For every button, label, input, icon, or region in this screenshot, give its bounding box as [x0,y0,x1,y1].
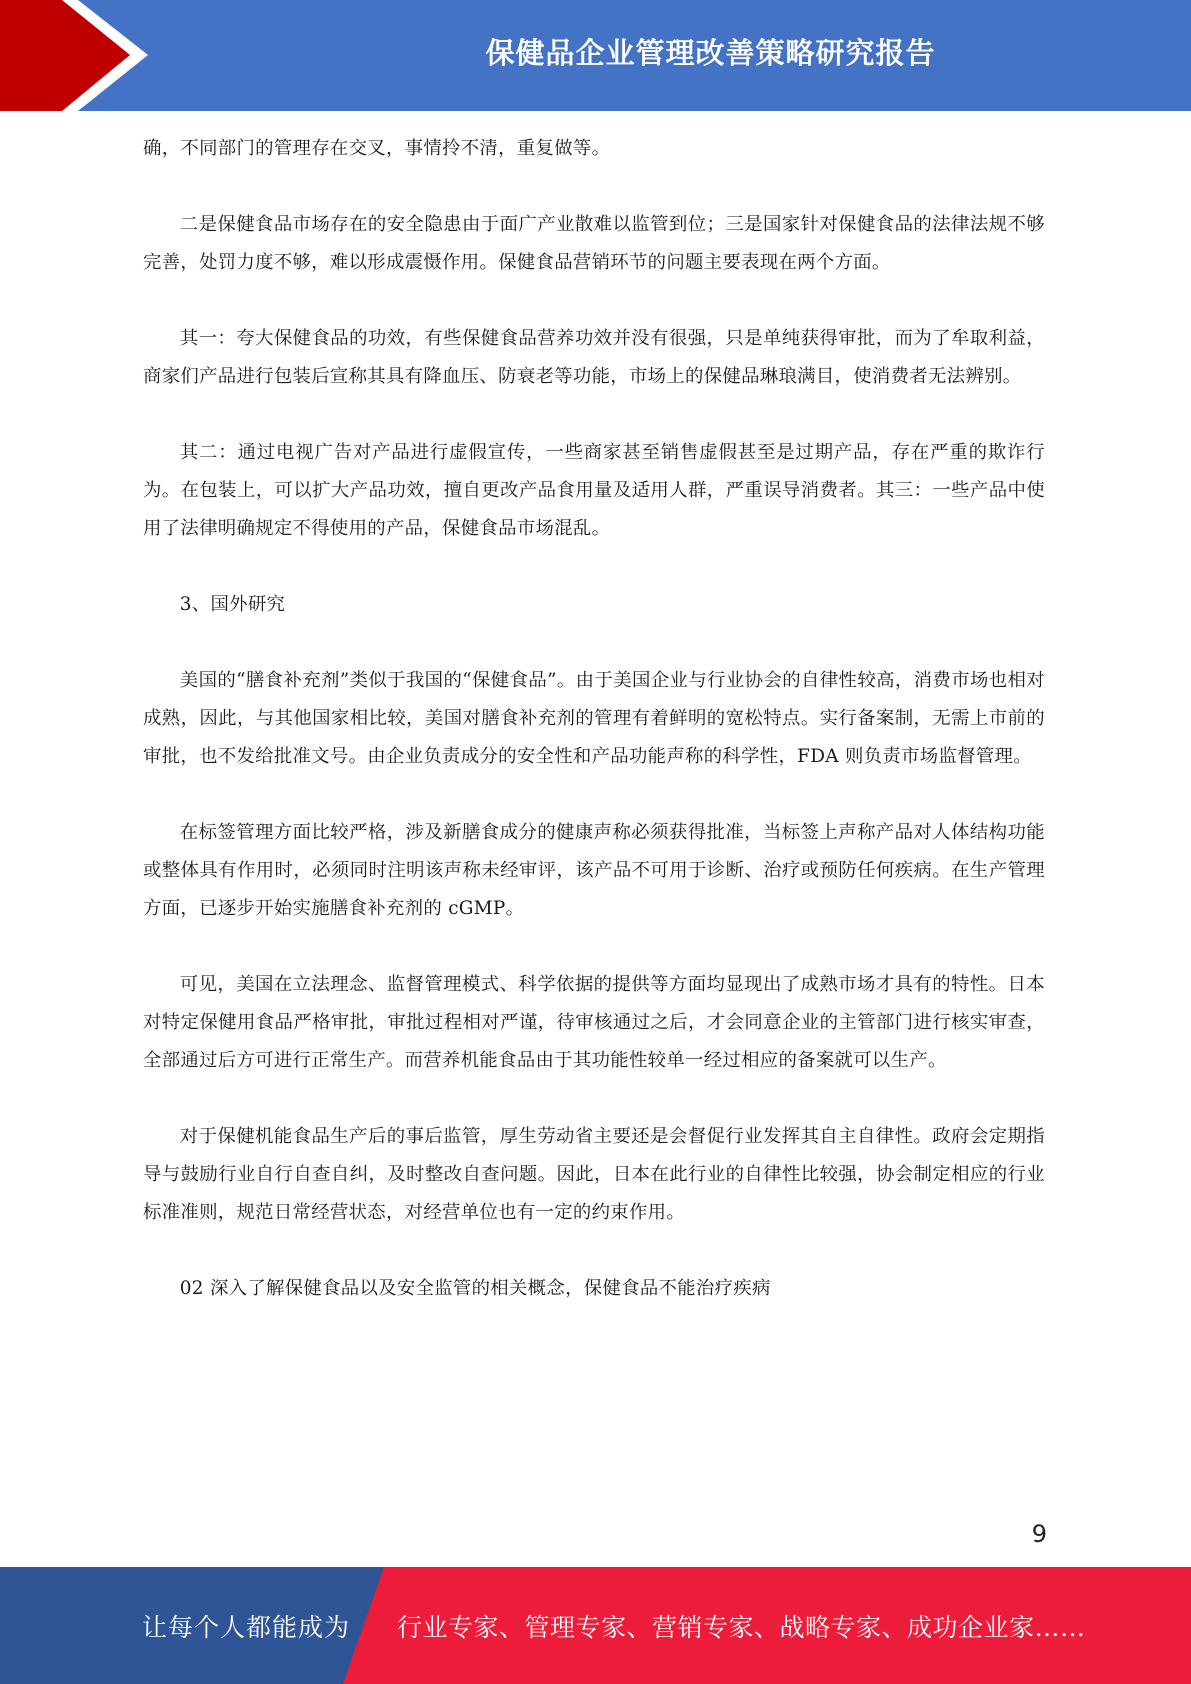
body-text [143,130,1045,1346]
paragraph-7: 可见，美国在立法理念、监督管理模式、科学依据的提供等方面均显现出了成熟市场才具有的特性。日本对特定保健用食品严格审批，审批过程相对严谨，待审核通过之后，才会同意企业的主管部门进行核实审查，全部通过后方可进行正常生产。而营养机能食品由于其功能性较单一经过相应的备案就可以生产。 [143,974,1045,1071]
paragraph-2: 其一：夸大保健食品的功效，有些保健食品营养功效并没有很强，只是单纯获得审批，而为了牟取利益，商家们产品进行包装后宣称其具有降血压、防衰老等功能，市场上的保健品琳琅满目，使消费者无法辨别。 [143,328,1045,387]
section-heading-02: 02 深入了解保健食品以及安全监管的相关概念，保健食品不能治疗疾病 [179,1278,771,1299]
page-footer [0,1567,1191,1684]
paragraph-0: 确，不同部门的管理存在交叉，事情拎不清，重复做等。 [143,138,611,159]
footer-slogan-right: 行业专家、管理专家、营销专家、战略专家、成功企业家…… [397,1612,1086,1642]
header-title: 保健品企业管理改善策略研究报告 [485,35,936,70]
paragraph-3: 其二：通过电视广告对产品进行虚假宣传，一些商家甚至销售虚假甚至是过期产品，存在严重的欺诈行为。在包装上，可以扩大产品功效，擅自更改产品食用量及适用人群，严重误导消费者。其三：一些产品中使用了法律明确规定不得使用的产品，保健食品市场混乱。 [143,442,1045,539]
page-number: 9 [1031,1520,1047,1548]
paragraph-1: 二是保健食品市场存在的安全隐患由于面广产业散难以监管到位；三是国家针对保健食品的法律法规不够完善，处罚力度不够，难以形成震慑作用。保健食品营销环节的问题主要表现在两个方面。 [143,214,1045,273]
paragraph-6: 在标签管理方面比较严格，涉及新膳食成分的健康声称必须获得批准，当标签上声称产品对人体结构功能或整体具有作用时，必须同时注明该声称未经审评，该产品不可用于诊断、治疗或预防任何疾病。在生产管理方面，已逐步开始实施膳食补充剂的 cGMP。 [143,822,1045,919]
page-header [0,0,1191,111]
section-heading-foreign-research: 3、国外研究 [179,594,286,615]
paragraph-5: 美国的“膳食补充剂”类似于我国的“保健食品”。由于美国企业与行业协会的自律性较高，消费市场也相对成熟，因此，与其他国家相比较，美国对膳食补充剂的管理有着鲜明的宽松特点。实行备案制，无需上市前的审批，也不发给批准文号。由企业负责成分的安全性和产品功能声称的科学性，FDA 则负责市场监督管理。 [143,670,1045,767]
paragraph-8: 对于保健机能食品生产后的事后监管，厚生劳动省主要还是会督促行业发挥其自主自律性。政府会定期指导与鼓励行业自行自查自纠，及时整改自查问题。因此，日本在此行业的自律性比较强，协会制定相应的行业标准准则，规范日常经营状态，对经营单位也有一定的约束作用。 [143,1126,1045,1223]
footer-slogan-left: 让每个人都能成为 [142,1612,351,1642]
